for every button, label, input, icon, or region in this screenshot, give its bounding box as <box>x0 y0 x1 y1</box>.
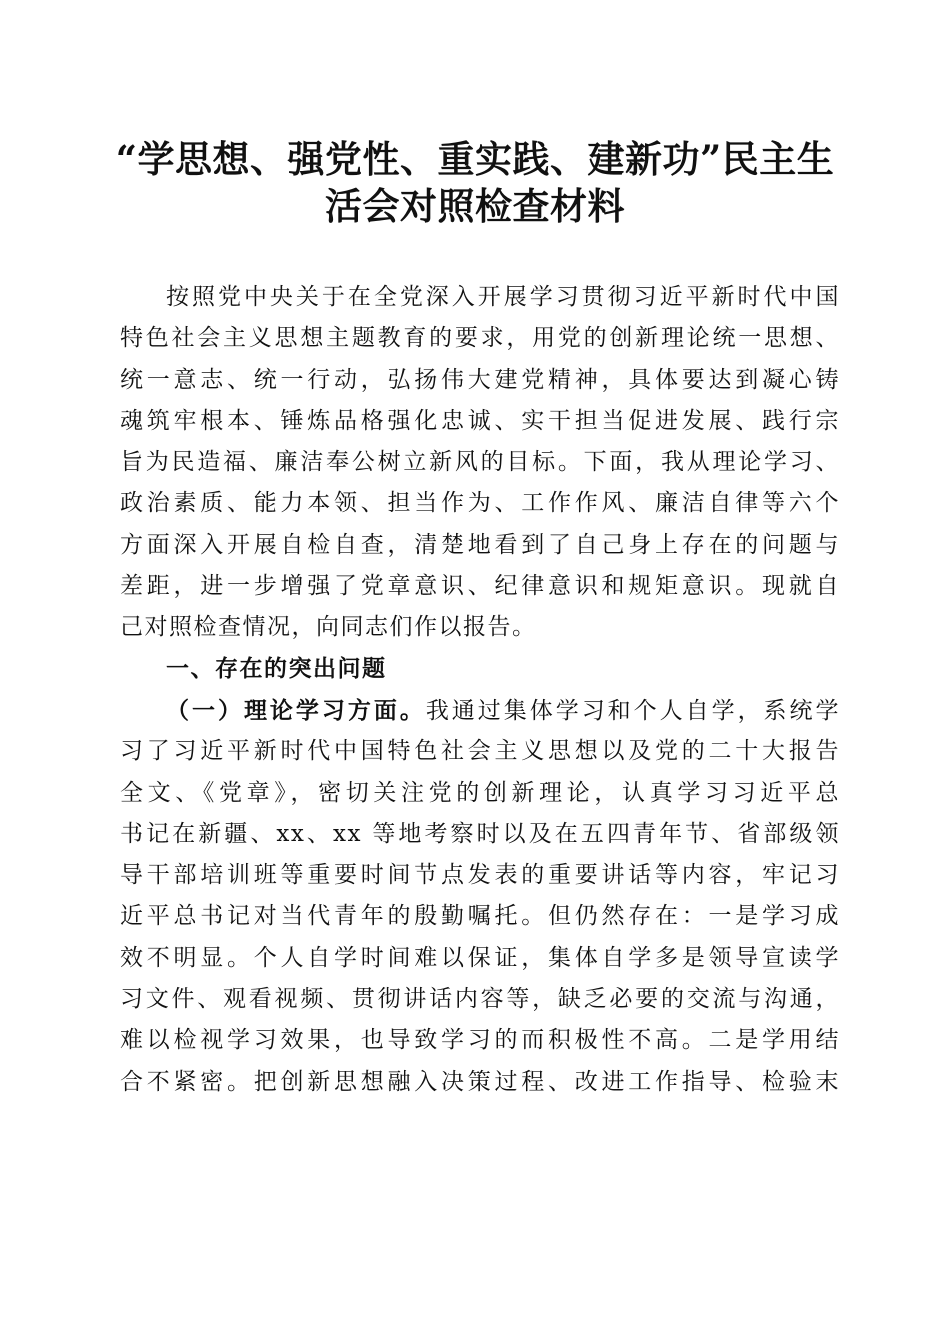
subsection-line-10: 合不紧密。把创新思想融入决策过程、改进工作指导、检验末 <box>120 1068 840 1095</box>
intro-line-6: 政治素质、能力本领、担当作为、工作作风、廉洁自律等六个 <box>120 490 840 517</box>
subsection-first-line <box>120 690 840 731</box>
subsection-line-8: 习文件、观看视频、贯彻讲话内容等，缺乏必要的交流与沟通， <box>120 986 840 1013</box>
subsection-heading: （一）理论学习方面。 <box>166 696 426 724</box>
document-body <box>120 277 840 1103</box>
intro-line-3: 统一意志、统一行动，弘扬伟大建党精神，具体要达到凝心铸 <box>120 366 840 393</box>
intro-line-9: 己对照检查情况，向同志们作以报告。 <box>120 614 537 641</box>
intro-line-7: 方面深入开展自检自查，清楚地看到了自己身上存在的问题与 <box>120 531 840 558</box>
subsection-line-5: 导干部培训班等重要时间节点发表的重要讲话等内容，牢记习 <box>120 862 840 889</box>
document-title <box>100 136 850 230</box>
subsection-line-2: 习了习近平新时代中国特色社会主义思想以及党的二十大报告 <box>120 738 840 765</box>
intro-line-4: 魂筑牢根本、锤炼品格强化忠诚、实干担当促进发展、践行宗 <box>120 407 840 434</box>
subsection-line-4: 书记在新疆、xx、xx 等地考察时以及在五四青年节、省部级领 <box>120 820 840 847</box>
section-heading: 一、存在的突出问题 <box>166 655 387 682</box>
title-line-1: “学思想、强党性、重实践、建新功”民主生 <box>115 137 835 181</box>
subsection-line-9: 难以检视学习效果，也导致学习的而积极性不高。二是学用结 <box>120 1027 840 1054</box>
intro-line-5: 旨为民造福、廉洁奉公树立新风的目标。下面，我从理论学习、 <box>120 449 840 476</box>
intro-line-8: 差距，进一步增强了党章意识、纪律意识和规矩意识。现就自 <box>120 573 840 600</box>
intro-line-2: 特色社会主义思想主题教育的要求，用党的创新理论统一思想、 <box>120 325 840 352</box>
title-line-2: 活会对照检查材料 <box>325 184 625 228</box>
subsection-first-line-text: 我通过集体学习和个人自学，系统学 <box>425 697 841 724</box>
subsection-line-3: 全文、《党章》，密切关注党的创新理论，认真学习习近平总 <box>120 779 840 806</box>
subsection-line-6: 近平总书记对当代青年的殷勤嘱托。但仍然存在：一是学习成 <box>120 903 840 930</box>
subsection-line-7: 效不明显。个人自学时间难以保证，集体自学多是领导宣读学 <box>120 944 840 971</box>
intro-line-1: 按照党中央关于在全党深入开展学习贯彻习近平新时代中国 <box>166 284 840 310</box>
